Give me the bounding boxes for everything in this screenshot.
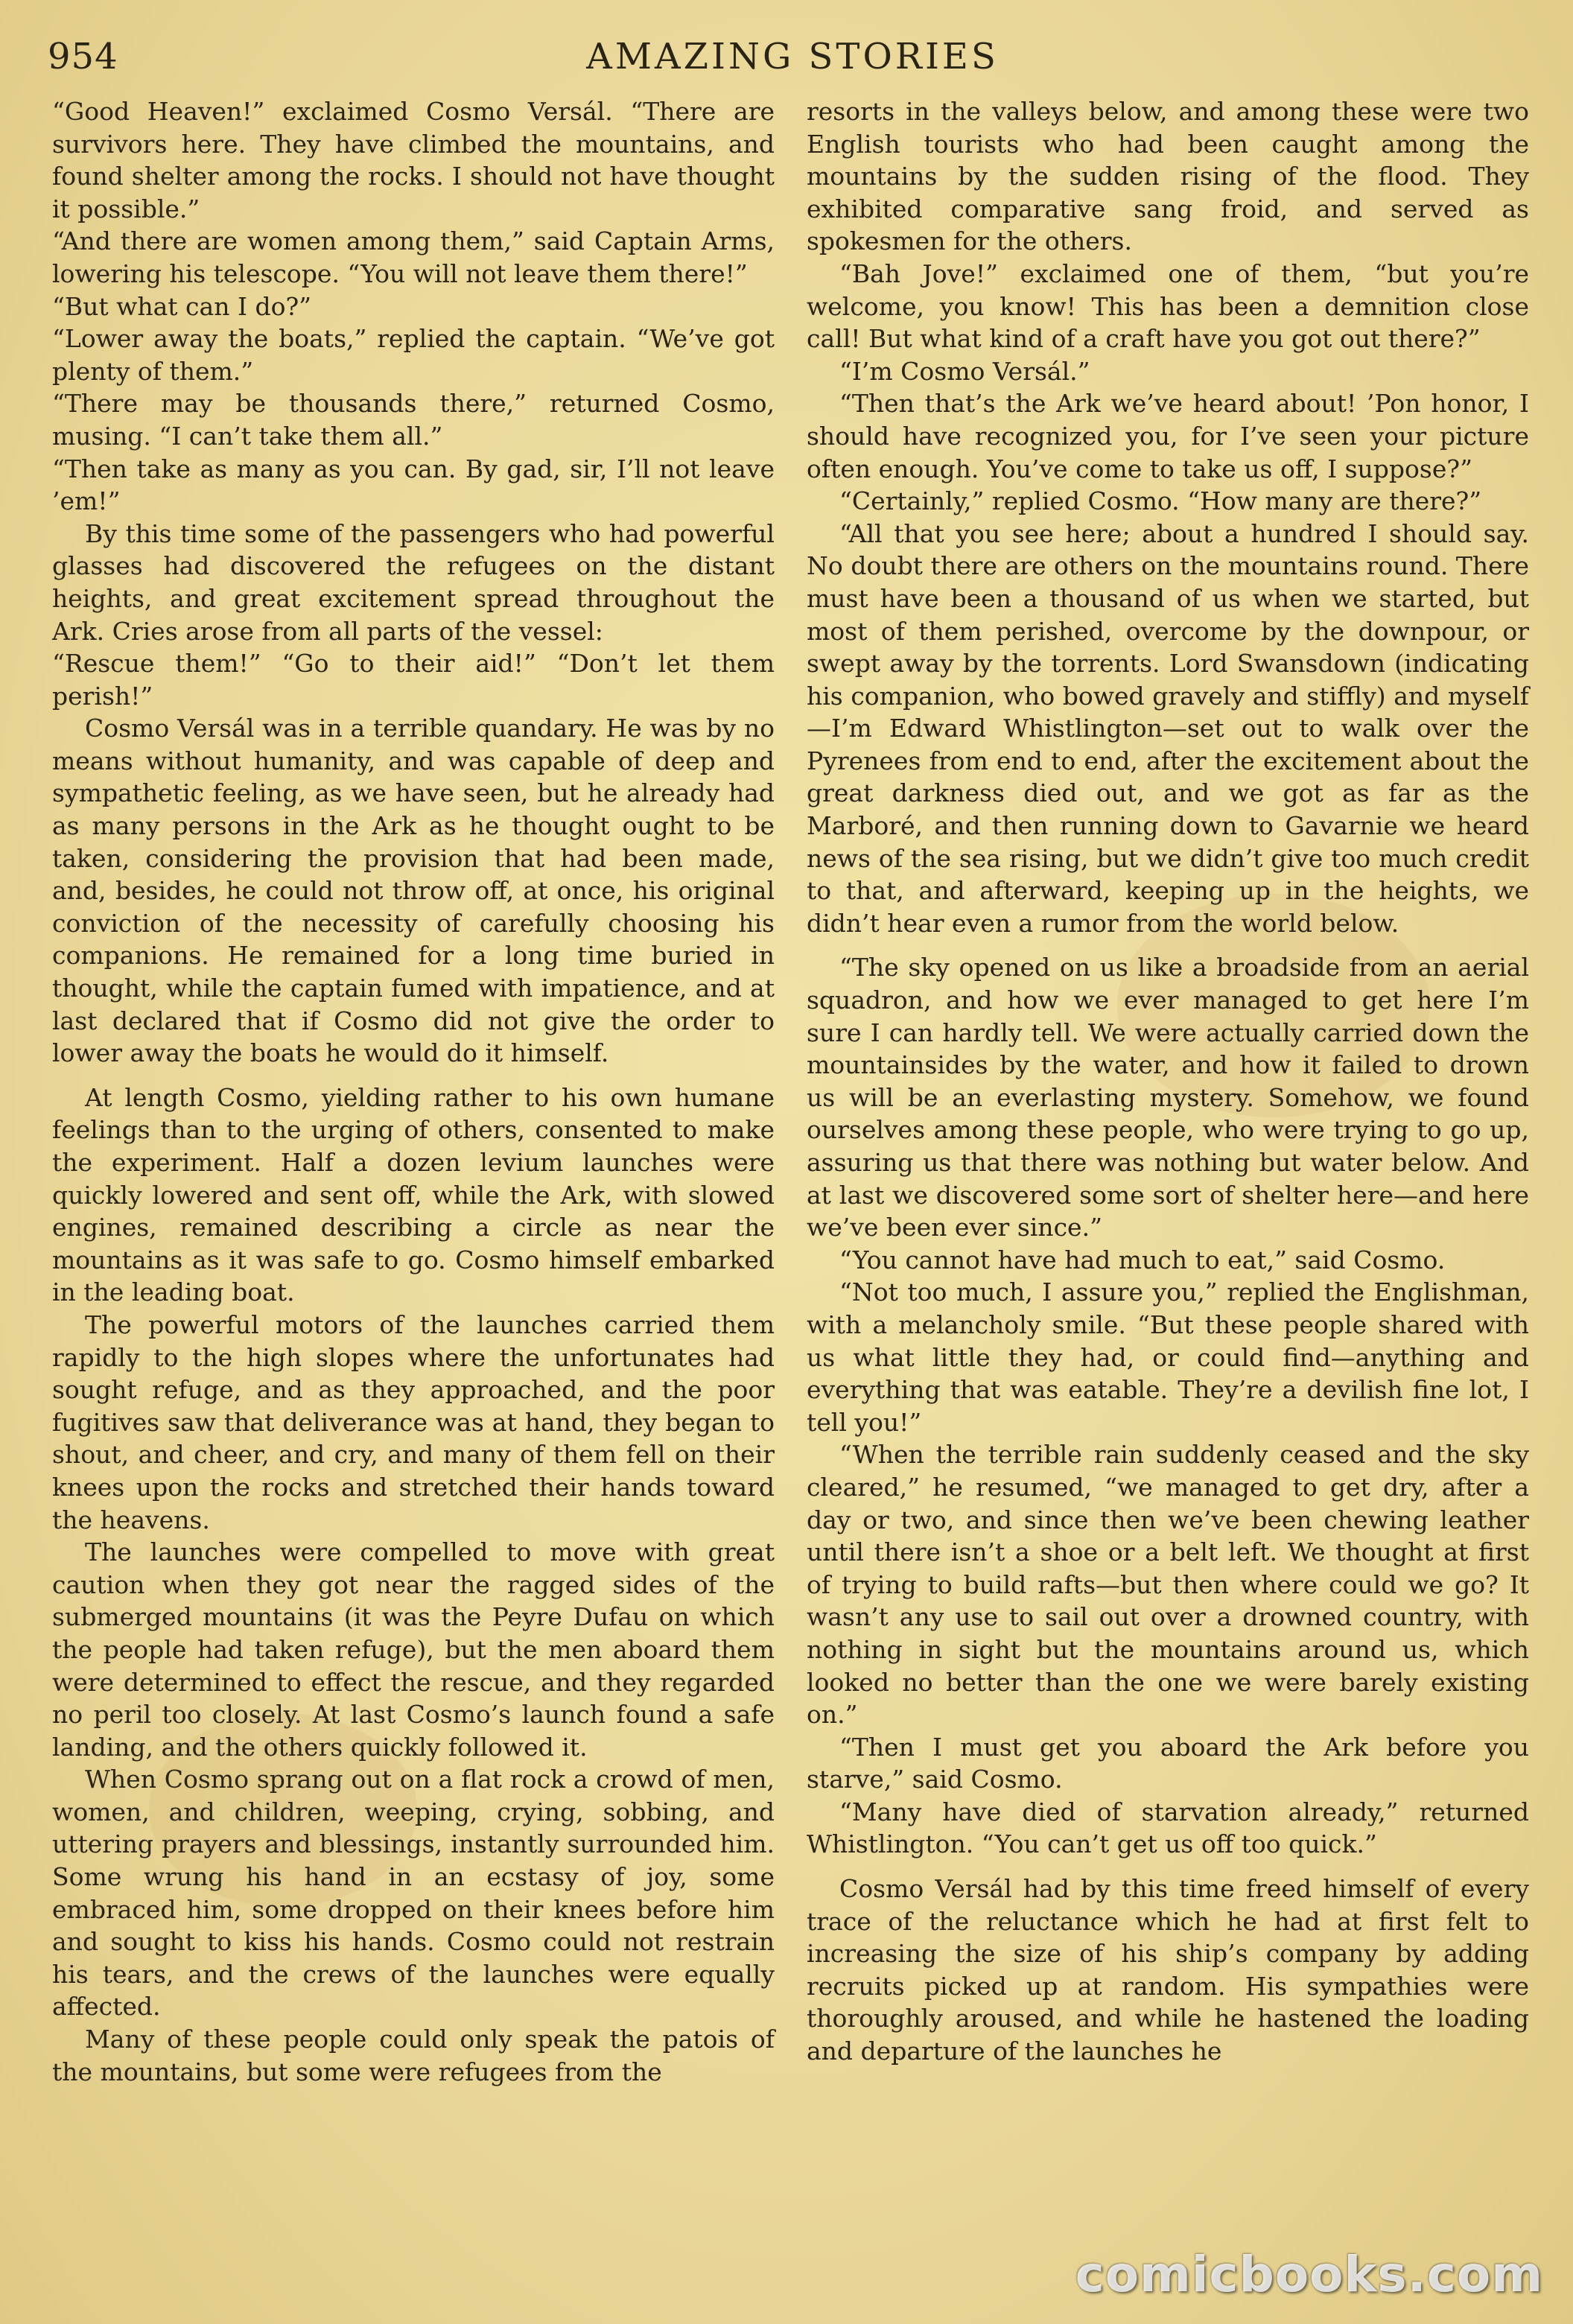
paragraph: Cosmo Versál was in a terrible quandary. He was by no means without humanity, and was capable of deep and sympathetic feeling, as we have seen, but he already had as many persons in the Ark as he thought ought to be taken, considering the provision that had been made, and, besides, he could not throw off, at once, his original conviction of the necessity of carefully choosing his companions. He remained for a long time buried in thought, while the captain fumed with impatience, and at last declared that if Cosmo did not give the order to lower away the boats he would do it himself.: [52, 714, 775, 1068]
paragraph: “You cannot have had much to eat,” said Cosmo.: [839, 1245, 1446, 1274]
paragraph: When Cosmo sprang out on a flat rock a crowd of men, women, and children, weeping, crying, sobbing, and uttering prayers and blessings, instantly surrounded him. Some wrung his hand in an ecstasy of joy, some embraced him, some dropped on their knees before him and sought to kiss his hands. Cosmo could not restrain his tears, and the crews of the launches were equally affected.: [52, 1765, 775, 2022]
paragraph: At length Cosmo, yielding rather to his own humane feelings than to the urging of others, consented to make the experiment. Half a dozen levium launches were quickly lowered and sent off, while the Ark, with slowed engines, remained describing a circle as near the mountains as it was safe to go. Cosmo himself embarked in the leading boat.: [52, 1082, 775, 1307]
left-column: [52, 95, 775, 2088]
paragraph: “Rescue them!” “Go to their aid!” “Don’t let them perish!”: [52, 649, 775, 711]
paragraph: “When the terrible rain suddenly ceased and the sky cleared,” he resumed, “we managed to get dry, after a day or two, and since then we’ve been chewing leather until there isn’t a shoe or a belt left. We thought at first of trying to build rafts—but then where could we go? It wasn’t any use to sail out over a drowned country, with nothing in sight but the mountains around us, which looked no better than the one we were barely existing on.”: [807, 1440, 1529, 1730]
paragraph: “Then take as many as you can. By gad, sir, I’ll not leave ’em!”: [52, 454, 775, 516]
paragraph: Cosmo Versál had by this time freed himself of every trace of the reluctance which he had at first felt to increasing the size of his ship’s company by adding recruits picked up at random. His sympathies were thoroughly aroused, and while he hastened the loading and departure of the launches he: [807, 1874, 1529, 2066]
paragraph: “The sky opened on us like a broadside from an aerial squadron, and how we ever managed to get here I’m sure I can hardly tell. We were actually carried down the mountainsides by the water, and how it failed to drown us will be an everlasting mystery. Somehow, we found ourselves among these people, who were trying to go up, assuring us that there was nothing but water below. And at last we discovered some sort of shelter here—and here we’ve been ever since.”: [807, 953, 1529, 1242]
page-number: 954: [48, 36, 118, 77]
paragraph: “Not too much, I assure you,” replied the Englishman, with a melancholy smile. “But these people shared with us what little they had, or could find—anything and everything that was eatable. They’re a devilish fine lot, I tell you!”: [807, 1277, 1529, 1437]
paragraph: The launches were compelled to move with great caution when they got near the ragged sides of the submerged mountains (it was the Peyre Dufau on which the people had taken refuge), but the men aboard them were determined to effect the rescue, and they regarded no peril too closely. At last Cosmo’s launch found a safe landing, and the others quickly followed it.: [52, 1537, 775, 1762]
paragraph: “Good Heaven!” exclaimed Cosmo Versál. “There are survivors here. They have climbed the mountains, and found shelter among the rocks. I should not have thought it possible.”: [52, 97, 775, 223]
paragraph: resorts in the valleys below, and among these were two English tourists who had been caught among the mountains by the sudden rising of the flood. They exhibited comparative sang froid, and served as spokesmen for the others.: [807, 97, 1529, 256]
paragraph: “Certainly,” replied Cosmo. “How many are there?”: [839, 486, 1482, 516]
paragraph: “There may be thousands there,” returned Cosmo, musing. “I can’t take them all.”: [52, 389, 775, 451]
paragraph: “I’m Cosmo Versál.”: [839, 356, 1090, 386]
paragraph: “Then that’s the Ark we’ve heard about! ’Pon honor, I should have recognized you, for I’ve seen your picture often enough. You’ve come to take us off, I suppose?”: [807, 389, 1529, 483]
paragraph: By this time some of the passengers who had powerful glasses had discovered the refugees on the distant heights, and great excitement spread throughout the Ark. Cries arose from all parts of the vessel:: [52, 518, 775, 646]
running-head: AMAZING STORIES: [586, 36, 999, 77]
paragraph: Many of these people could only speak the patois of the mountains, but some were refugees from the: [52, 2025, 775, 2086]
paragraph: “And there are women among them,” said Captain Arms, lowering his telescope. “You will not leave them there!”: [52, 226, 775, 288]
paragraph: The powerful motors of the launches carried them rapidly to the high slopes where the unfortunates had sought refuge, and as they approached, and the poor fugitives saw that deliverance was at hand, they began to shout, and cheer, and cry, and many of them fell on their knees upon the rocks and stretched their hands toward the heavens.: [52, 1309, 775, 1534]
paragraph: “But what can I do?”: [52, 291, 312, 321]
paragraph: “Many have died of starvation already,” returned Whistlington. “You can’t get us off too quick.”: [807, 1797, 1529, 1859]
right-column: [807, 95, 1529, 2068]
paragraph: “All that you see here; about a hundred I should say. No doubt there are others on the mountains round. There must have been a thousand of us when we started, but most of them perished, overcome by the downpour, or swept away by the torrents. Lord Swansdown (indicating his companion, who bowed gravely and stiffly) and myself—I’m Edward Whistlington—set out to walk over the Pyrenees from end to end, after the excitement about the great darkness died out, and we got as far as the Marboré, and then running down to Gavarnie we heard news of the sea rising, but we didn’t give too much credit to that, and afterward, keeping up in the heights, we didn’t hear even a rumor from the world below.: [807, 518, 1529, 938]
paragraph: “Then I must get you aboard the Ark before you starve,” said Cosmo.: [807, 1732, 1529, 1794]
paragraph: “Bah Jove!” exclaimed one of them, “but you’re welcome, you know! This has been a demnition close call! But what kind of a craft have you got out there?”: [807, 258, 1529, 354]
watermark: comicbooks.com: [1075, 2246, 1543, 2303]
page-header: [48, 36, 1537, 88]
paragraph: “Lower away the boats,” replied the captain. “We’ve got plenty of them.”: [52, 324, 775, 386]
